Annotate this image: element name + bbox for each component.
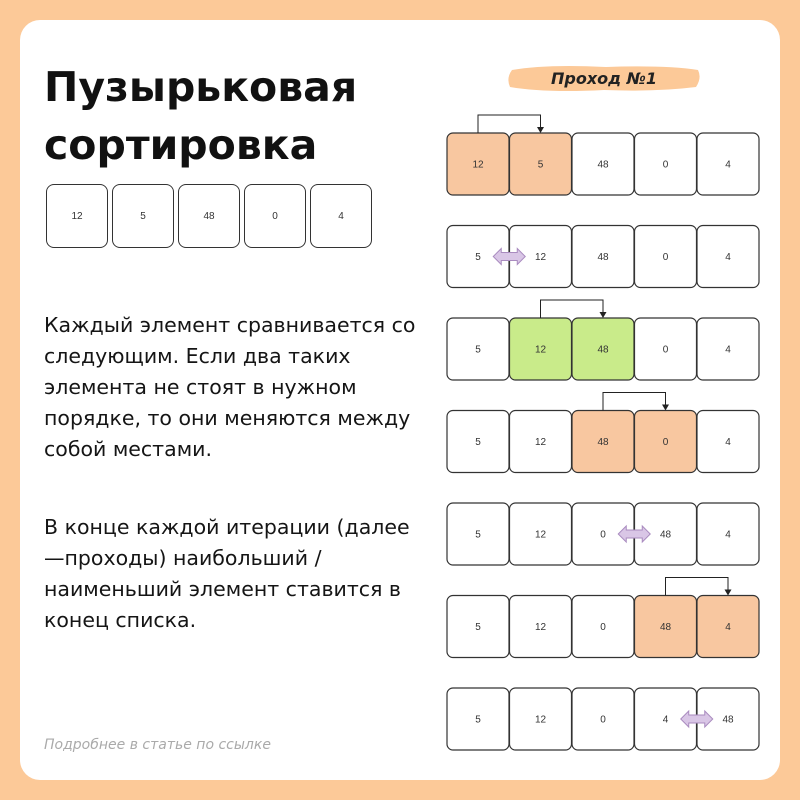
step-row — [447, 226, 759, 288]
cell-value: 48 — [597, 252, 609, 263]
cell-value: 48 — [659, 622, 672, 633]
description-paragraph-1: Каждый элемент сравнивается со следующим. Если два таких элемента не стоят в нужном порядке, то они меняются между собой местами. — [44, 313, 416, 461]
arrowhead-icon — [725, 590, 732, 596]
compare-bracket — [541, 300, 604, 318]
cell-value: 12 — [472, 159, 484, 171]
page-title — [44, 58, 424, 174]
step-row — [447, 393, 759, 473]
arrowhead-icon — [537, 127, 544, 133]
cell-value: 48 — [597, 344, 609, 356]
step-row — [447, 688, 759, 750]
cell-value: 12 — [534, 252, 547, 263]
cell-value: 4 — [725, 344, 731, 356]
cell-value: 4 — [662, 714, 669, 726]
array-cell: 4 — [310, 184, 372, 248]
bubble-sort-diagram — [420, 100, 770, 760]
step-row — [447, 578, 759, 658]
step-row — [447, 503, 759, 565]
cell-value: 4 — [725, 622, 731, 633]
step-row — [447, 300, 759, 380]
pass-banner — [506, 60, 702, 96]
cell-value: 0 — [662, 252, 669, 263]
cell-value: 4 — [725, 252, 731, 263]
cell-value: 0 — [662, 159, 669, 171]
cell-value: 5 — [475, 252, 481, 263]
cell-value: 12 — [534, 529, 547, 541]
cell-value: 5 — [475, 437, 481, 448]
cell-value: 12 — [534, 714, 547, 726]
title-line-2: сортировка — [44, 121, 318, 169]
array-cell: 12 — [46, 184, 108, 248]
pass-label: Проход №1 — [550, 68, 658, 88]
arrowhead-icon — [600, 312, 607, 318]
cell-value: 5 — [475, 344, 481, 356]
cell-value: 0 — [600, 529, 606, 541]
cell-value: 5 — [537, 159, 544, 171]
cell-value: 0 — [600, 714, 606, 726]
cell-value: 48 — [597, 437, 609, 448]
compare-bracket — [603, 393, 666, 411]
cell-value: 4 — [725, 437, 731, 448]
cell-value: 48 — [722, 714, 734, 726]
cell-value: 48 — [597, 159, 609, 171]
cell-value: 4 — [725, 159, 731, 171]
cell-value: 0 — [662, 344, 669, 356]
cell-value: 0 — [600, 622, 606, 633]
array-cell: 5 — [112, 184, 174, 248]
compare-bracket — [666, 578, 729, 596]
cell-value: 12 — [534, 437, 547, 448]
cell-value: 5 — [475, 714, 481, 726]
arrowhead-icon — [662, 405, 669, 411]
array-cell: 48 — [178, 184, 240, 248]
footer-link-text[interactable]: Подробнее в статье по ссылке — [44, 737, 271, 753]
cell-value: 0 — [662, 437, 669, 448]
description-paragraph-2: В конце каждой итерации (далее —проходы) наибольший / наименьший элемент ставится в конец списка. — [44, 515, 410, 632]
cell-value: 12 — [534, 622, 547, 633]
cell-value: 5 — [475, 529, 481, 541]
initial-array — [46, 184, 372, 248]
cell-value: 5 — [475, 622, 481, 633]
title-line-1: Пузырьковая — [44, 63, 358, 111]
step-row — [447, 115, 759, 195]
cell-value: 12 — [534, 344, 547, 356]
cell-value: 48 — [659, 529, 672, 541]
cell-value: 4 — [725, 529, 731, 541]
compare-bracket — [478, 115, 541, 133]
array-cell: 0 — [244, 184, 306, 248]
